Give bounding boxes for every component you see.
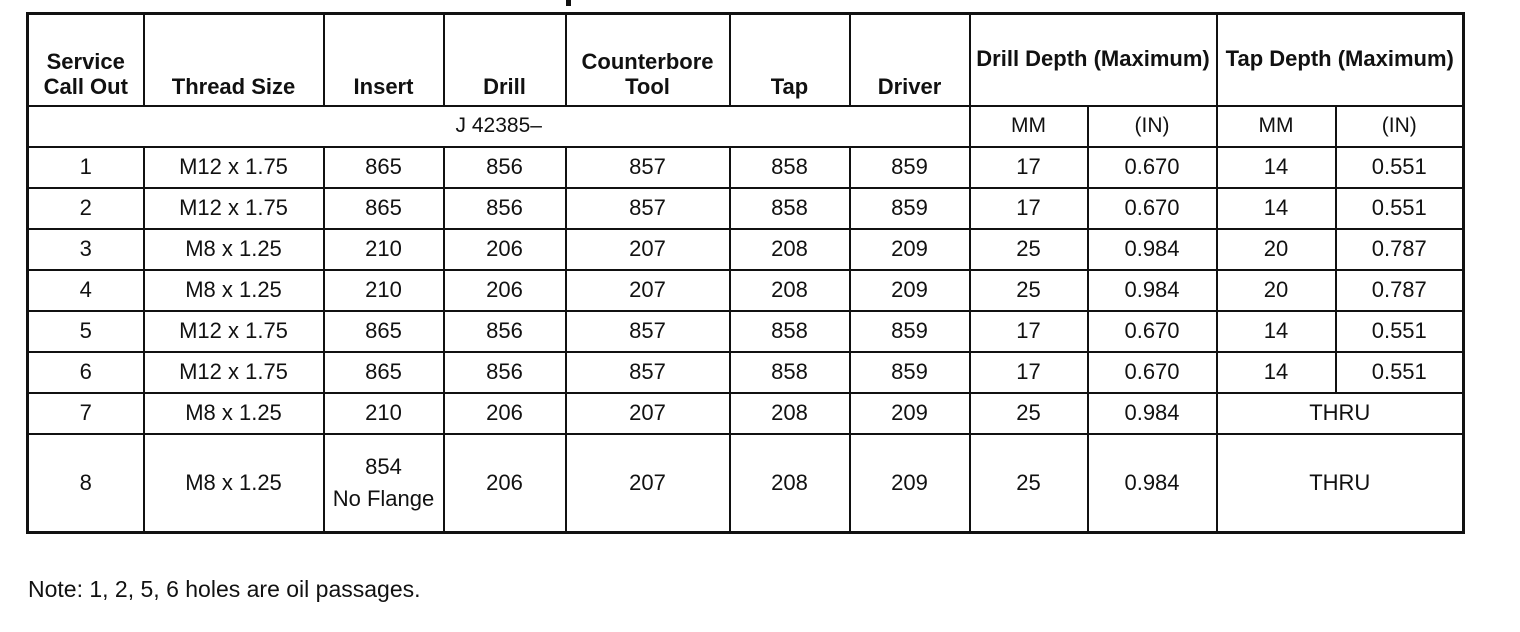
table-row: [28, 434, 1464, 533]
cell-tap-mm: 14: [1217, 352, 1336, 393]
cell-drill-in: 0.984: [1088, 270, 1217, 311]
cell-tap: 858: [730, 147, 850, 188]
footnote: Note: 1, 2, 5, 6 holes are oil passages.: [28, 576, 421, 602]
cell-drill-in: 0.670: [1088, 188, 1217, 229]
cell-driver: 859: [850, 352, 970, 393]
cell-thread-size: M8 x 1.25: [144, 434, 324, 533]
cell-thread-size: M8 x 1.25: [144, 270, 324, 311]
cell-call-out: 8: [28, 434, 144, 533]
cell-drill-in: 0.670: [1088, 352, 1217, 393]
table-row: [28, 229, 1464, 270]
cell-tap-mm: 14: [1217, 147, 1336, 188]
cell-call-out: 3: [28, 229, 144, 270]
cell-counterbore: 207: [566, 393, 730, 434]
cell-counterbore: 207: [566, 229, 730, 270]
cell-call-out: 2: [28, 188, 144, 229]
cell-counterbore: 857: [566, 311, 730, 352]
cell-call-out: 1: [28, 147, 144, 188]
cell-insert: [324, 434, 444, 533]
table-row: [28, 352, 1464, 393]
cell-drill-mm: 17: [970, 188, 1088, 229]
cell-tap-in: 0.551: [1336, 188, 1464, 229]
cell-tap-in: 0.551: [1336, 311, 1464, 352]
cell-tap: 858: [730, 352, 850, 393]
cell-call-out: 6: [28, 352, 144, 393]
cell-drill: 856: [444, 188, 566, 229]
cell-tap: 208: [730, 434, 850, 533]
cell-counterbore: 857: [566, 147, 730, 188]
cell-tap-in: 0.787: [1336, 270, 1464, 311]
subheader-drill-mm: MM: [970, 106, 1088, 147]
cell-thread-size: M12 x 1.75: [144, 188, 324, 229]
cell-driver: 859: [850, 188, 970, 229]
cell-counterbore: 207: [566, 434, 730, 533]
cell-counterbore: 207: [566, 270, 730, 311]
cell-insert: 865: [324, 188, 444, 229]
cell-counterbore: 857: [566, 188, 730, 229]
insert-note: No Flange: [332, 485, 435, 511]
cell-tap-in: 0.551: [1336, 147, 1464, 188]
cell-drill: 206: [444, 393, 566, 434]
part-number-prefix: J 42385–: [28, 106, 970, 147]
insert-number: 854: [365, 453, 402, 479]
cell-drill: 856: [444, 147, 566, 188]
cell-driver: 209: [850, 270, 970, 311]
cell-counterbore: 857: [566, 352, 730, 393]
cell-insert: 865: [324, 311, 444, 352]
cell-insert: 210: [324, 393, 444, 434]
cropped-title-fragment: [566, 0, 571, 6]
cell-tap-depth-thru: THRU: [1217, 393, 1464, 434]
cell-thread-size: M12 x 1.75: [144, 311, 324, 352]
cell-tap-in: 0.551: [1336, 352, 1464, 393]
cell-drill: 206: [444, 229, 566, 270]
cell-tap: 208: [730, 270, 850, 311]
cell-driver: 859: [850, 311, 970, 352]
insert-stack: [325, 454, 443, 512]
cell-drill-mm: 17: [970, 311, 1088, 352]
cell-insert: 865: [324, 352, 444, 393]
cell-driver: 209: [850, 434, 970, 533]
cell-thread-size: M8 x 1.25: [144, 229, 324, 270]
header-tap: Tap: [730, 14, 850, 106]
cell-drill: 206: [444, 270, 566, 311]
table-row: [28, 393, 1464, 434]
cell-drill-in: 0.670: [1088, 311, 1217, 352]
header-service-call-out: Service Call Out: [28, 14, 144, 106]
cell-drill-mm: 25: [970, 434, 1088, 533]
subheader-tap-mm: MM: [1217, 106, 1336, 147]
cell-drill: 856: [444, 311, 566, 352]
header-drill: Drill: [444, 14, 566, 106]
cell-insert: 210: [324, 270, 444, 311]
cell-drill-in: 0.670: [1088, 147, 1217, 188]
header-insert: Insert: [324, 14, 444, 106]
cell-driver: 859: [850, 147, 970, 188]
cell-tap-mm: 14: [1217, 311, 1336, 352]
cell-drill-mm: 17: [970, 352, 1088, 393]
header-counterbore-tool: Counterbore Tool: [566, 14, 730, 106]
cell-drill: 856: [444, 352, 566, 393]
cell-drill-mm: 17: [970, 147, 1088, 188]
cell-driver: 209: [850, 229, 970, 270]
cell-call-out: 4: [28, 270, 144, 311]
thread-insert-spec-table: [26, 12, 1465, 534]
table-row: [28, 147, 1464, 188]
table-row: [28, 188, 1464, 229]
cell-thread-size: M12 x 1.75: [144, 147, 324, 188]
cell-drill-in: 0.984: [1088, 393, 1217, 434]
cell-drill-mm: 25: [970, 393, 1088, 434]
cell-insert: 210: [324, 229, 444, 270]
cell-drill-in: 0.984: [1088, 229, 1217, 270]
table-row: [28, 311, 1464, 352]
cell-tap-mm: 14: [1217, 188, 1336, 229]
cell-insert: 865: [324, 147, 444, 188]
cell-tap-in: 0.787: [1336, 229, 1464, 270]
cell-thread-size: M12 x 1.75: [144, 352, 324, 393]
cell-driver: 209: [850, 393, 970, 434]
subheader-tap-in: (IN): [1336, 106, 1464, 147]
cell-drill-mm: 25: [970, 229, 1088, 270]
cell-tap-mm: 20: [1217, 229, 1336, 270]
table-row: [28, 270, 1464, 311]
cell-tap: 208: [730, 393, 850, 434]
cell-drill-in: 0.984: [1088, 434, 1217, 533]
cell-tap: 858: [730, 188, 850, 229]
cell-tap-depth-thru: THRU: [1217, 434, 1464, 533]
cell-call-out: 7: [28, 393, 144, 434]
header-drill-depth: Drill Depth (Maximum): [970, 14, 1217, 106]
header-tap-depth: Tap Depth (Maximum): [1217, 14, 1464, 106]
cell-drill: 206: [444, 434, 566, 533]
cell-call-out: 5: [28, 311, 144, 352]
cell-tap-mm: 20: [1217, 270, 1336, 311]
cell-drill-mm: 25: [970, 270, 1088, 311]
cell-thread-size: M8 x 1.25: [144, 393, 324, 434]
header-thread-size: Thread Size: [144, 14, 324, 106]
header-row: [28, 14, 1464, 106]
cell-tap: 858: [730, 311, 850, 352]
cell-tap: 208: [730, 229, 850, 270]
header-driver: Driver: [850, 14, 970, 106]
subheader-drill-in: (IN): [1088, 106, 1217, 147]
subheader-row: [28, 106, 1464, 147]
